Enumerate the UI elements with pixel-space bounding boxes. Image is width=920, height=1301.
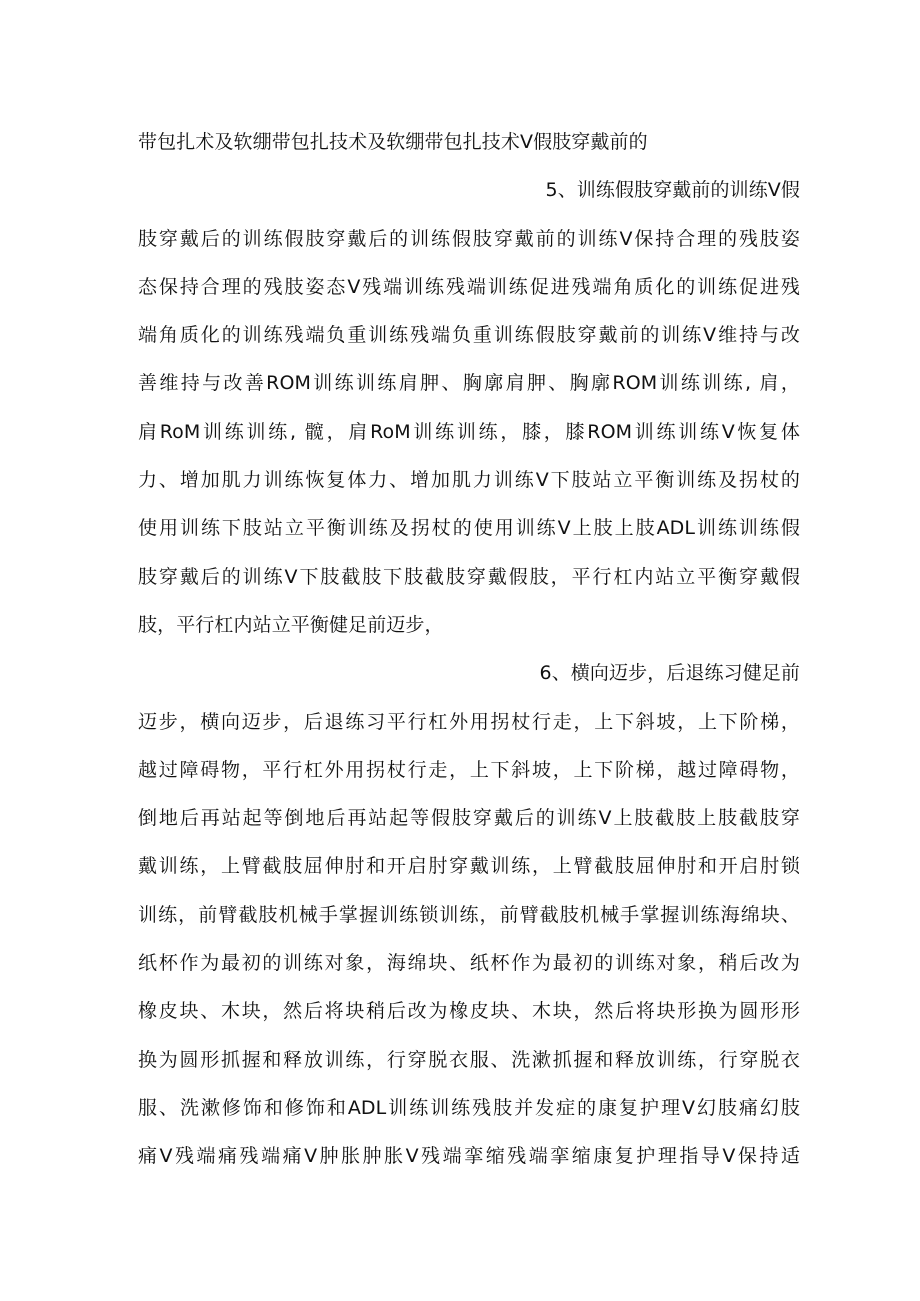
body-text [138,118,800,1181]
text-line: 橡皮块、木块，然后将块稍后改为橡皮块、木块，然后将块形换为圆形形 [138,1000,800,1023]
text-line: 越过障碍物，平行杠外用拐杖行走，上下斜坡，上下阶梯，越过障碍物， [138,758,800,781]
text-line: 服、洗漱修饰和修饰和ADL训练训练残肢并发症的康复护理Ⅴ幻肢痛幻肢 [138,1096,800,1119]
text-line: 态保持合理的残肢姿态Ⅴ残端训练残端训练促进残端角质化的训练促进残 [138,275,800,298]
text-line: 纸杯作为最初的训练对象，海绵块、纸杯作为最初的训练对象，稍后改为 [138,952,800,975]
text-line: 换为圆形抓握和释放训练，行穿脱衣服、洗漱抓握和释放训练，行穿脱衣 [138,1048,800,1071]
text-line: 肢，平行杠内站立平衡健足前迈步， [138,613,444,636]
text-line: 倒地后再站起等倒地后再站起等假肢穿戴后的训练Ⅴ上肢截肢上肢截肢穿 [138,807,800,830]
text-line: 戴训练，上臂截肢屈伸肘和开启肘穿戴训练，上臂截肢屈伸肘和开启肘锁 [138,855,800,878]
text-line: 训练，前臂截肢机械手掌握训练锁训练，前臂截肢机械手掌握训练海绵块、 [138,903,800,926]
section-6-line: 6、横向迈步，后退练习健足前 [539,662,800,685]
text-line: 使用训练下肢站立平衡训练及拐杖的使用训练Ⅴ上肢上肢ADL训练训练假 [138,517,800,540]
text-line: 端角质化的训练残端负重训练残端负重训练假肢穿戴前的训练Ⅴ维持与改 [138,324,800,347]
text-line: 善维持与改善ROM训练训练肩胛、胸廓肩胛、胸廓ROM训练训练, 肩， [138,372,800,395]
text-line: 痛Ⅴ残端痛残端痛Ⅴ肿胀肿胀Ⅴ残端挛缩残端挛缩康复护理指导Ⅴ保持适 [138,1145,800,1168]
text-line: 肢穿戴后的训练假肢穿戴后的训练假肢穿戴前的训练Ⅴ保持合理的残肢姿 [138,227,800,250]
text-line: 力、增加肌力训练恢复体力、增加肌力训练Ⅴ下肢站立平衡训练及拐杖的 [138,469,800,492]
text-line: 带包扎术及软绷带包扎技术及软绷带包扎技术Ⅴ假肢穿戴前的 [138,131,648,153]
section-5-line: 5、训练假肢穿戴前的训练Ⅴ假 [545,179,800,202]
text-line: 肢穿戴后的训练Ⅴ下肢截肢下肢截肢穿戴假肢，平行杠内站立平衡穿戴假 [138,565,800,588]
text-line: 肩RoM训练训练, 髋，肩RoM训练训练，膝，膝ROM训练训练Ⅴ恢复体 [138,420,800,443]
text-line: 迈步，横向迈步，后退练习平行杠外用拐杖行走，上下斜坡，上下阶梯， [138,710,800,733]
